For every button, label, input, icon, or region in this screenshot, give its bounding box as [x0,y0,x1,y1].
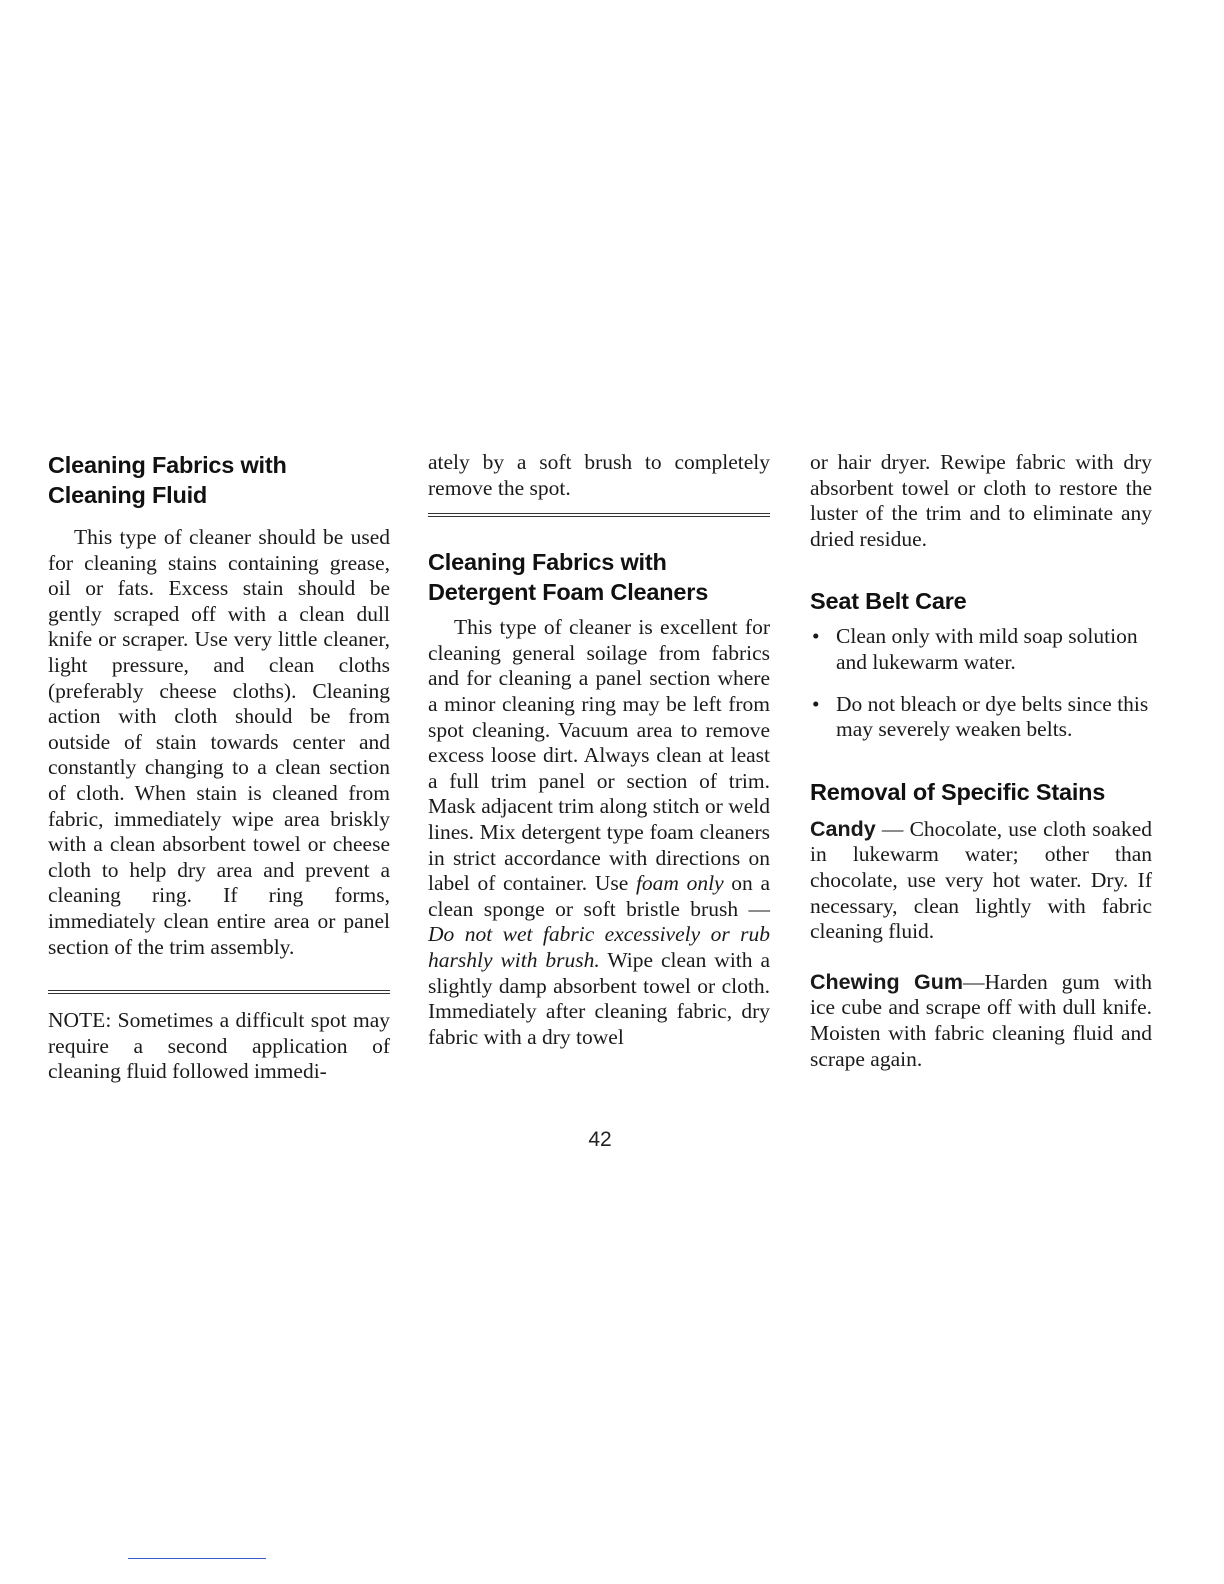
page-number: 42 [588,1128,612,1151]
column-right [810,450,1152,1072]
candy-paragraph: Candy — Chocolate, use cloth soaked in lukewarm water; other than chocolate, use very hot water. Dry. If necessary, clean lightly with fabric cleaning fluid. [810,816,1152,944]
heading-line: Cleaning Fabrics with [428,549,667,576]
body-text: This type of cleaner is excellent for cleaning general soilage from fabrics and for cleaning a panel section where a minor cleaning ring may be left from spot cleaning. Vacuum area to remove excess loose dirt. Always clean at least a full trim panel or section of trim. Mask adjacent trim along stitch or weld lines. Mix detergent type foam cleaners in strict accordance with directions on label of container. Use [428,615,770,896]
divider-line [128,1558,266,1559]
continuation-paragraph: ately by a soft brush to completely remove the spot. [428,450,770,500]
heading-line: Cleaning Fluid [48,482,208,508]
bullet-icon: • [812,624,820,649]
continuation-paragraph: or hair dryer. Rewipe fabric with dry absorbent towel or cloth to restore the luster of the trim and to eliminate any dried residue. [810,450,1152,551]
chewing-gum-paragraph: Chewing Gum—Harden gum with ice cube and scrape off with dull knife. Moisten with fabric cleaning fluid and scrape again. [810,969,1152,1071]
seat-belt-list [810,624,1152,742]
heading-line: Detergent Foam Cleaners [428,579,709,606]
chewing-gum-label: Chewing Gum [810,969,964,994]
body-text: Wipe clean with a slightly damp absorbent towel or cloth. Immediately after cleaning fabric, dry fabric with a dry towel [428,947,770,1049]
candy-label: Candy [810,816,876,841]
emphasis-text: foam only [635,871,724,896]
bullet-icon: • [812,691,820,716]
body-text: on a clean sponge or soft bristle brush — [428,871,770,921]
column-left [48,450,390,1085]
paragraph-cleaning-fluid: This type of cleaner should be used for cleaning stains containing grease, oil or fats. Excess stain should be gently scraped off with a clean dull knife or scraper. Use very little cleaner, light pressure, and clean cloths (preferably cheese cloths). Cleaning action with cloth should be from outside of stain towards center and constantly changing to a clean section of cloth. When stain is cleaned from fabric, immediately wipe area briskly with a clean absorbent towel or cheese cloth to help dry area and prevent a cleaning ring. If ring forms, immediately clean entire area or panel section of the trim assembly. [48,525,390,959]
section-heading-specific-stains: Removal of Specific Stains [810,778,1106,805]
paragraph-foam-cleaners [428,615,770,1050]
note-paragraph: NOTE: Sometimes a difficult spot may require a second application of cleaning fluid followed immedi- [48,1008,390,1084]
section-heading-cleaning-fluid [48,450,390,510]
section-heading-seat-belt-care: Seat Belt Care [810,588,967,615]
warning-emphasis-text: Do not wet fabric excessively or rub harshly with brush. [428,922,770,972]
divider-rule [428,513,770,517]
column-middle [428,450,770,1050]
divider-rule [48,990,390,994]
heading-line: Cleaning Fabrics with [48,452,287,478]
list-item: • Clean only with mild soap solution and lukewarm water. [812,624,1138,674]
list-item: • Do not bleach or dye belts since this may severely weaken belts. [812,691,1149,742]
section-heading-foam-cleaners [428,547,770,607]
